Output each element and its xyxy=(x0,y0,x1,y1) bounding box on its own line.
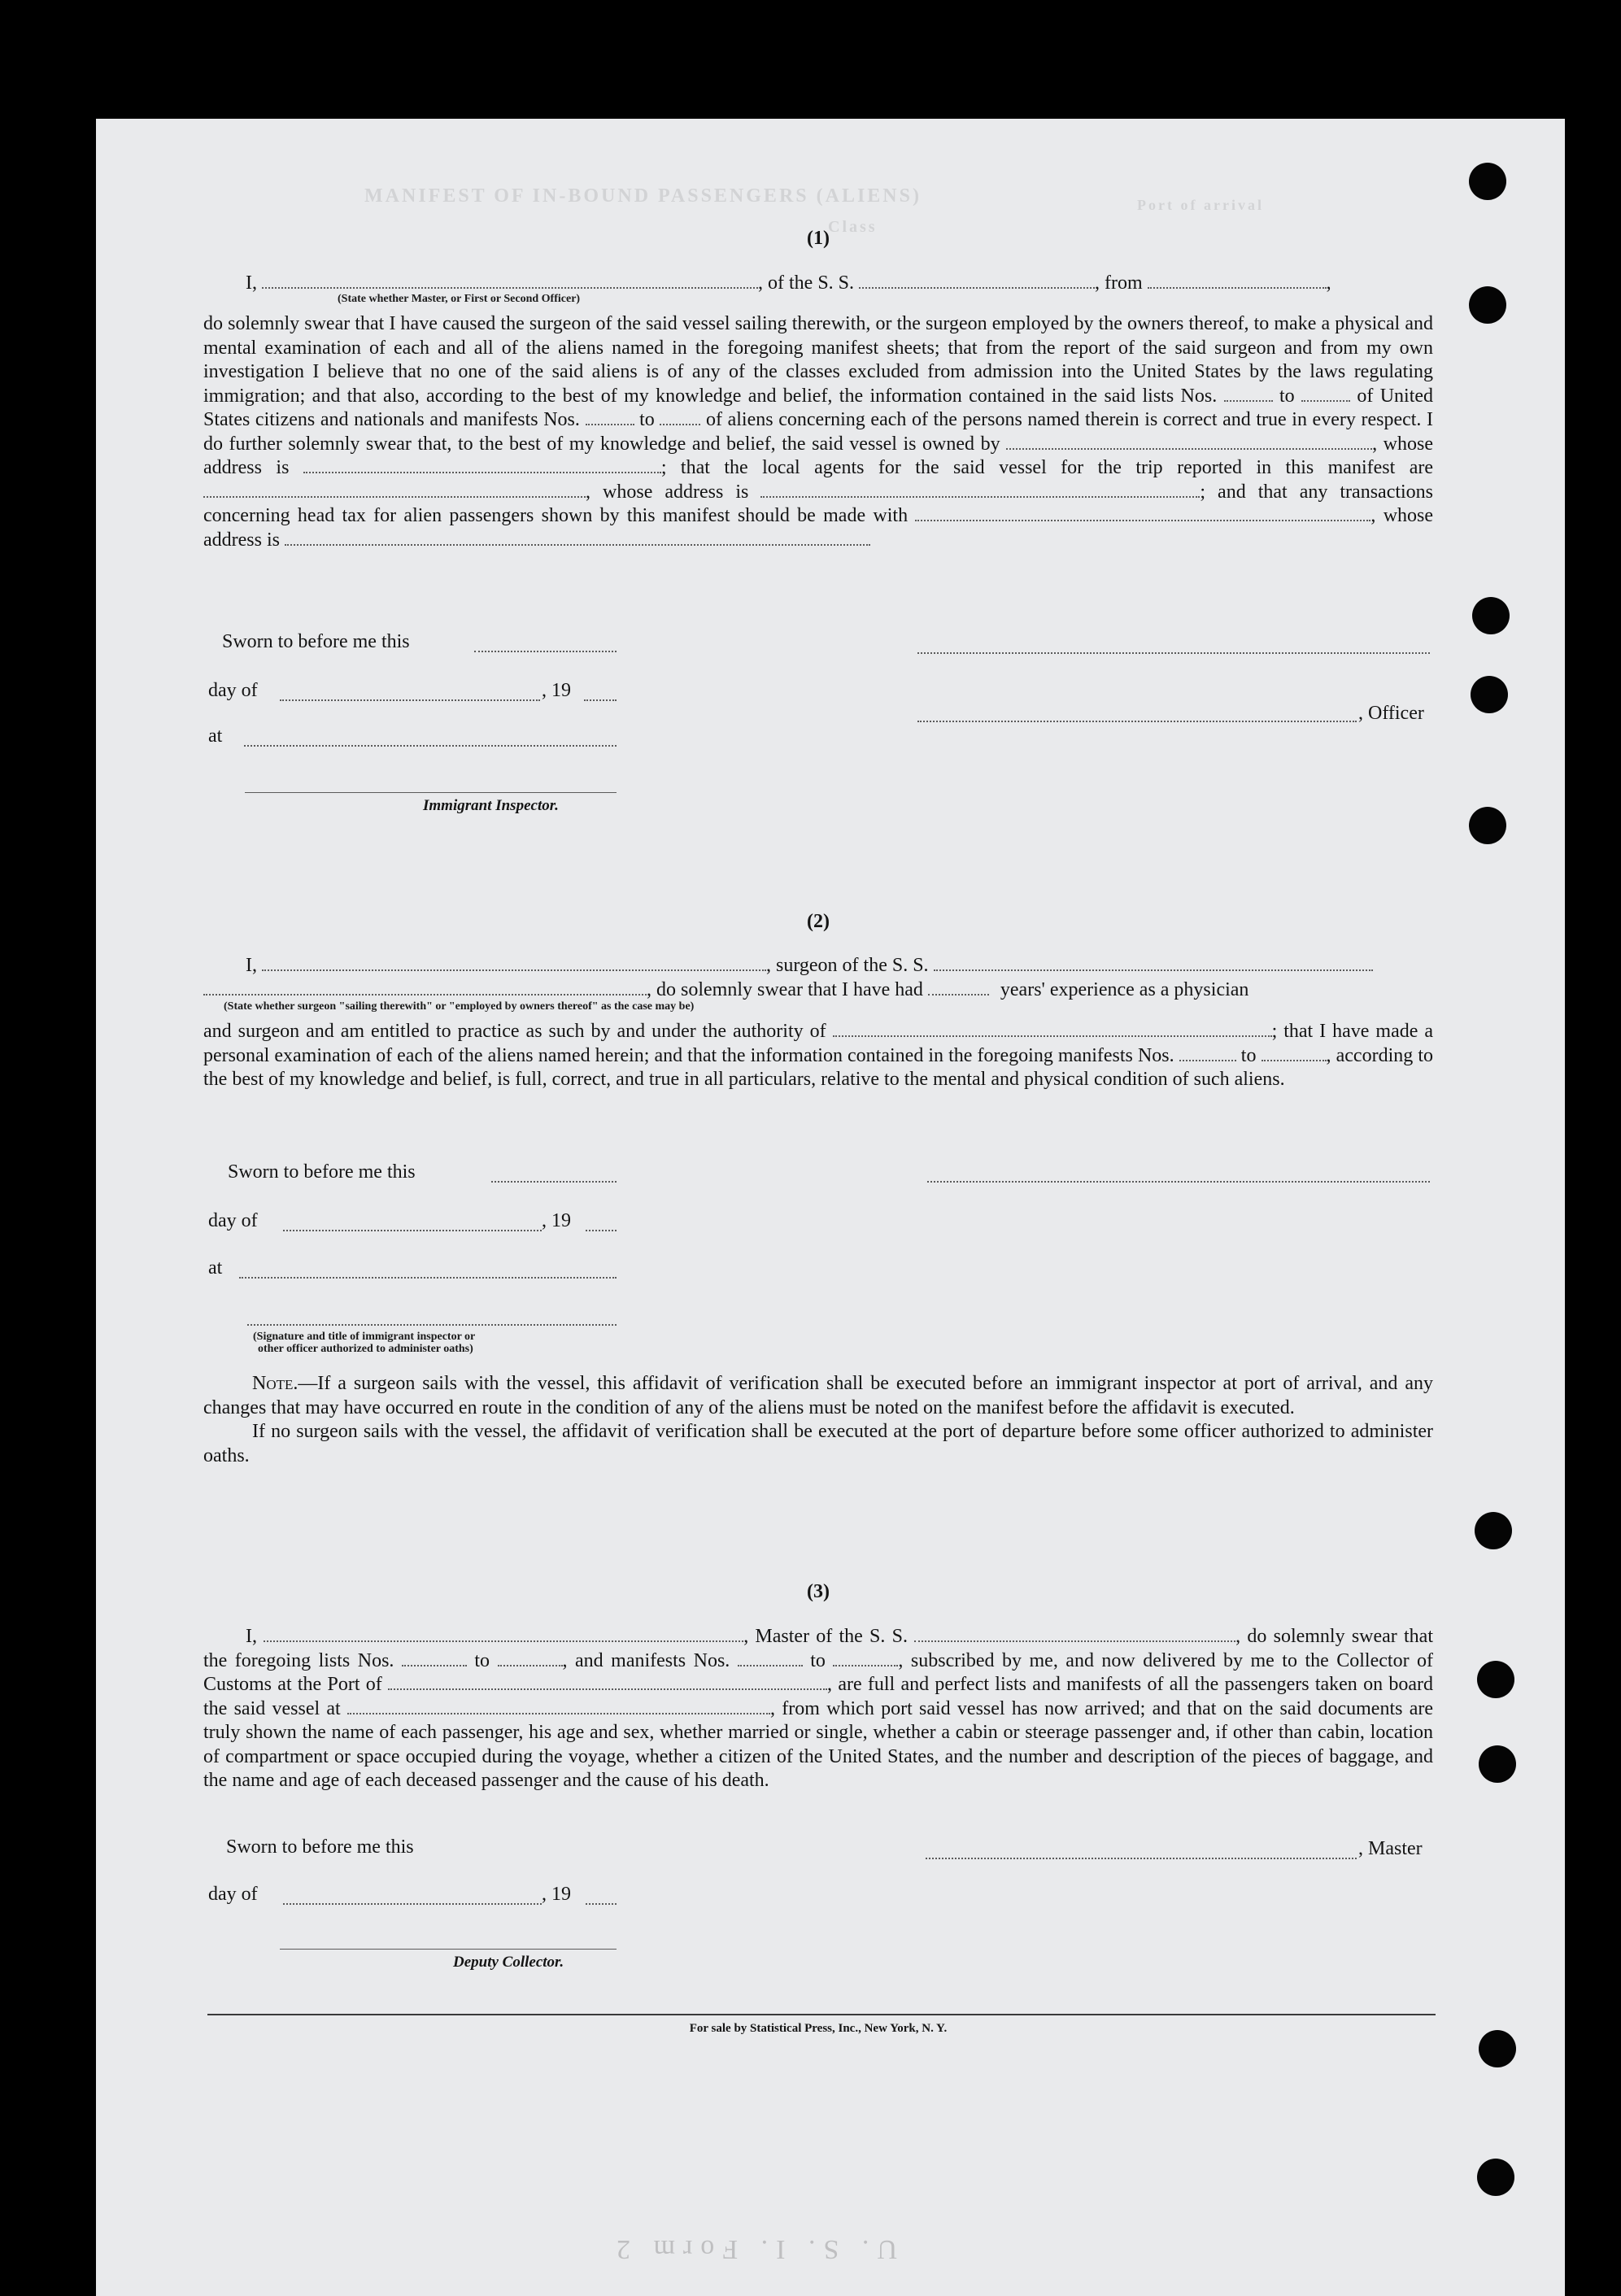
subscribed-label: , subscribed by me, and now xyxy=(898,1649,1135,1671)
officer-title-line[interactable] xyxy=(917,721,1357,722)
sig-caption-line-2: other officer authorized to administer oaths) xyxy=(258,1343,473,1355)
head-tax-agent-blank[interactable] xyxy=(915,505,1370,521)
full-perfect-label: , are full and perfect lists and xyxy=(827,1674,1061,1695)
local-agents-blank[interactable] xyxy=(203,481,586,498)
section-1-therein: therein is correct and true in every respect. I do further solemnly swear that, to the best of my knowledge and belief, xyxy=(203,409,1434,455)
punch-hole xyxy=(1469,286,1506,324)
section-3-lead-i: I, xyxy=(246,1626,257,1647)
master-label: , Master xyxy=(1358,1838,1423,1859)
form-sheet xyxy=(96,119,1565,2296)
from-port-blank[interactable] xyxy=(1148,272,1327,289)
foregoing-label: foregoing manifests Nos. xyxy=(977,1044,1174,1066)
punch-hole xyxy=(1469,163,1506,200)
particulars-text: all particulars, relative to the mental and physical condition of such aliens. xyxy=(704,1069,1285,1090)
year-label-3: , 19 xyxy=(542,1884,571,1905)
lists-from-blank-3[interactable] xyxy=(402,1650,467,1666)
note-block xyxy=(203,1372,1433,1468)
head-tax-address-blank[interactable] xyxy=(285,529,870,546)
month-blank-1[interactable] xyxy=(280,699,540,701)
footer-rule xyxy=(207,2014,1436,2015)
ship-name-blank-3[interactable] xyxy=(914,1626,1235,1642)
passengers-label: passengers shown by this manifest should be made with xyxy=(449,505,909,526)
years-blank[interactable] xyxy=(928,979,989,996)
surgeon-name-blank[interactable] xyxy=(262,955,766,971)
lists-to-blank-3[interactable] xyxy=(498,1650,563,1666)
boarding-port-blank[interactable] xyxy=(347,1698,770,1714)
inspector-caption: Immigrant Inspector. xyxy=(423,797,559,814)
note-paragraph-2: If no surgeon sails with the vessel, the affidavit of verification shall be executed at the port of departure before some officer authorized to administer oaths. xyxy=(203,1421,1433,1466)
punch-hole xyxy=(1477,2159,1514,2196)
surgeon-of-label: , surgeon of the S. S. xyxy=(766,955,929,976)
owned-by-label: the said vessel is owned by xyxy=(782,433,1000,455)
port-blank[interactable] xyxy=(388,1674,827,1690)
note-text-1: —If a surgeon sails with the vessel, this affidavit of verification shall be executed before an immigrant inspector at port of arrival, and any changes that may have occurred en route in the condition of any of the aliens must be noted on the manifest before the affidavit is executed. xyxy=(203,1373,1433,1418)
month-blank-3[interactable] xyxy=(283,1903,542,1905)
of-ss-label: , of the S. S. xyxy=(758,272,855,294)
do-solemnly-label: , do solemnly swear that I have had xyxy=(647,978,923,1000)
master-name-blank[interactable] xyxy=(262,272,758,289)
manifests-from-blank-3[interactable] xyxy=(738,1650,803,1666)
delivered-label: delivered by me to the Collector of Customs at the Port of xyxy=(203,1649,1434,1695)
sig-caption-line-1: (Signature and title of immigrant inspector or xyxy=(253,1331,476,1343)
year-blank-3[interactable] xyxy=(586,1903,617,1905)
inspector-signature-line-2[interactable] xyxy=(247,1324,617,1326)
section-1-lead-i: I, xyxy=(246,272,257,294)
section-3-to: to xyxy=(474,1649,490,1671)
section-1-of-aliens: of aliens concerning each of the persons named xyxy=(706,409,1080,430)
owner-address-blank[interactable] xyxy=(303,457,661,473)
section-3-body-text: port said vessel has now arrived; and that on the said documents are truly shown the name of each passenger, his age and sex, whether married or single, whether a cabin or steerage passenger and, if other than cabin, location of compartment or space occupied during the voyage, whether a citizen of the United States, and the number and description of the pieces of baggage, and the name and age of each deceased passenger and the cause of his death. xyxy=(203,1697,1434,1791)
ship-name-blank[interactable] xyxy=(859,272,1095,289)
note-paragraph-1 xyxy=(203,1372,1433,1420)
section-1-oath-line: I, , of the S. S. , from , xyxy=(246,272,1331,294)
deputy-signature-line[interactable] xyxy=(280,1949,617,1950)
punch-hole xyxy=(1472,597,1510,634)
year-blank-1[interactable] xyxy=(584,699,617,701)
year-label-1: , 19 xyxy=(542,680,571,701)
surgeon-status-blank[interactable] xyxy=(203,979,647,996)
at-place-blank-1[interactable] xyxy=(244,745,617,747)
section-1-of-us: of United States citizens and nationals and manifests Nos. xyxy=(203,385,1434,430)
month-blank-2[interactable] xyxy=(283,1230,542,1231)
officer-label: , Officer xyxy=(1358,703,1424,724)
manifests-all-label: manifests of all the passengers taken on board the said vessel at xyxy=(203,1674,1433,1719)
from-which-label: , from which xyxy=(770,1697,874,1719)
manifest-to-blank-2[interactable] xyxy=(1262,1045,1327,1061)
authority-blank[interactable] xyxy=(833,1021,1272,1037)
section-2-to: to xyxy=(1240,1044,1257,1066)
sworn-label-1: Sworn to before me this xyxy=(222,631,410,652)
at-label-1: at xyxy=(208,725,223,747)
section-2-number: (2) xyxy=(807,911,830,932)
sworn-day-blank-1[interactable] xyxy=(474,651,617,652)
section-2-body: and surgeon and am entitled to practice as such by and under the authority of ; that I have made a personal examination of each of the aliens named herein; and that the information contained in the foregoing manifests Nos. to , according to the best of my knowledge and belief, is full, correct, and true in all particulars, relative to the mental and physical condition of such aliens. xyxy=(203,1021,1434,1090)
punch-hole xyxy=(1471,676,1508,713)
sworn-day-blank-2[interactable] xyxy=(491,1181,617,1183)
surgeon-signature-line[interactable] xyxy=(927,1181,1430,1183)
head-tax-label: ; and that any transactions concerning head tax for alien xyxy=(203,481,1434,526)
manifests-from-blank[interactable] xyxy=(586,409,634,425)
day-of-label-2: day of xyxy=(208,1210,258,1231)
ghost-header-port: Port of arrival xyxy=(1137,197,1264,213)
years-label: years' experience as a physician xyxy=(1000,978,1249,1000)
at-place-blank-2[interactable] xyxy=(239,1277,617,1279)
deputy-caption: Deputy Collector. xyxy=(453,1954,564,1971)
lists-to-blank[interactable] xyxy=(1301,386,1350,402)
day-of-label-3: day of xyxy=(208,1884,258,1905)
section-1-to: to xyxy=(1279,385,1295,407)
at-label-2: at xyxy=(208,1257,223,1279)
owner-address-label: , whose address is xyxy=(203,433,1434,478)
manifests-to-blank-3[interactable] xyxy=(833,1650,898,1666)
agent-address-label: whose address is xyxy=(603,481,749,503)
day-of-label-1: day of xyxy=(208,680,258,701)
section-3-body xyxy=(203,1625,1433,1793)
inspector-signature-line[interactable] xyxy=(245,792,617,793)
section-1-to-2: to xyxy=(639,409,655,430)
master-name-blank-3[interactable] xyxy=(264,1626,743,1642)
master-of-label: , Master of the S. S. xyxy=(743,1626,908,1647)
punch-hole xyxy=(1479,1745,1516,1783)
master-hint: (State whether Master, or First or Second Officer) xyxy=(338,293,581,305)
manifest-from-blank-2[interactable] xyxy=(1179,1045,1236,1061)
owner-blank[interactable] xyxy=(1006,433,1372,450)
section-2-lead-i: I, xyxy=(246,955,257,976)
sworn-label-2: Sworn to before me this xyxy=(228,1161,416,1183)
punch-hole xyxy=(1477,1661,1514,1698)
section-1-body-text: do solemnly swear that I have caused the surgeon of the said vessel sailing therewith, or the surgeon employed by the owners thereof, to make a physical and mental examination of each and all of the aliens named in the foregoing manifest sheets; that from the report of the said surgeon and from my own investigation I believe that no one of the said aliens is of any of the classes excluded from admission into the United States by the laws regulating immigration; and that also, according to the best of my knowledge and belief, the information contained in the said lists Nos. xyxy=(203,313,1433,407)
examination-text: that I have made a personal examination of each of the aliens named herein; and that the information contained in the xyxy=(203,1021,1434,1066)
year-blank-2[interactable] xyxy=(586,1230,617,1231)
section-2-lines xyxy=(203,954,1433,1002)
according-text: , according to the best of my knowledge and belief, is full, correct, and true in xyxy=(203,1044,1433,1090)
surgeon-ship-blank[interactable] xyxy=(934,955,1373,971)
officer-signature-line[interactable] xyxy=(917,652,1430,654)
ghost-form-number: U. S. I. Form 2 xyxy=(608,2234,897,2264)
note-label: Note. xyxy=(252,1373,298,1394)
section-3-number: (3) xyxy=(807,1581,830,1602)
do-solemnly-label-3: , do solemnly xyxy=(1235,1626,1345,1647)
section-3-to-2: to xyxy=(810,1649,826,1671)
manifests-to-blank[interactable] xyxy=(660,409,700,425)
lists-from-blank[interactable] xyxy=(1224,386,1273,402)
section-1-number: (1) xyxy=(807,228,830,249)
local-agents-label: that the local agents for the said vessel for the trip reported in this manifest are xyxy=(680,457,1433,478)
swear-lists-label: swear that the foregoing lists Nos. xyxy=(203,1626,1434,1671)
punch-hole xyxy=(1479,2030,1516,2067)
from-label: , from xyxy=(1095,272,1143,294)
punch-hole xyxy=(1475,1512,1512,1549)
footer-imprint: For sale by Statistical Press, Inc., New York, N. Y. xyxy=(689,2022,948,2035)
head-tax-address-label: , whose address is xyxy=(203,505,1434,551)
master-signature-line[interactable] xyxy=(926,1858,1357,1859)
section-1-body: do solemnly swear that I have caused the surgeon of the said vessel sailing therewith, or the surgeon employed by the owners thereof, to make a physical and mental examination of each and all of the aliens named in the foregoing manifest sheets; that from the report of the said surgeon and from my own investigation I believe that no one of the said aliens is of any of the classes excluded from admission into the United States by the laws regulating immigration; and that also, according to the best of my knowledge and belief, the information contained in the said lists Nos. to of United States citizens and nationals and manifests Nos. to of aliens concerning each of the persons named therein is correct and true in every respect. I do further solemnly swear that, to the best of my knowledge and belief, the said vessel is owned by , whose address is ; that the local agents for the said vessel for the trip reported in this manifest are , whose address is ; and that any transactions concerning head tax for alien passengers shown by this manifest should be made with , whose address is xyxy=(203,313,1434,551)
agent-address-blank[interactable] xyxy=(760,481,1200,498)
authority-label: and surgeon and am entitled to practice as such by and under the authority of xyxy=(203,1021,826,1042)
ghost-header-class: Class xyxy=(828,218,878,236)
ghost-header-title: MANIFEST OF IN-BOUND PASSENGERS (ALIENS) xyxy=(364,185,922,207)
sworn-label-3: Sworn to before me this xyxy=(226,1836,414,1858)
and-manifests-label: , and manifests Nos. xyxy=(562,1649,730,1671)
surgeon-hint: (State whether surgeon "sailing therewith" or "employed by owners thereof" as the case may be) xyxy=(224,1000,695,1013)
punch-hole xyxy=(1469,807,1506,844)
year-label-2: , 19 xyxy=(542,1210,571,1231)
